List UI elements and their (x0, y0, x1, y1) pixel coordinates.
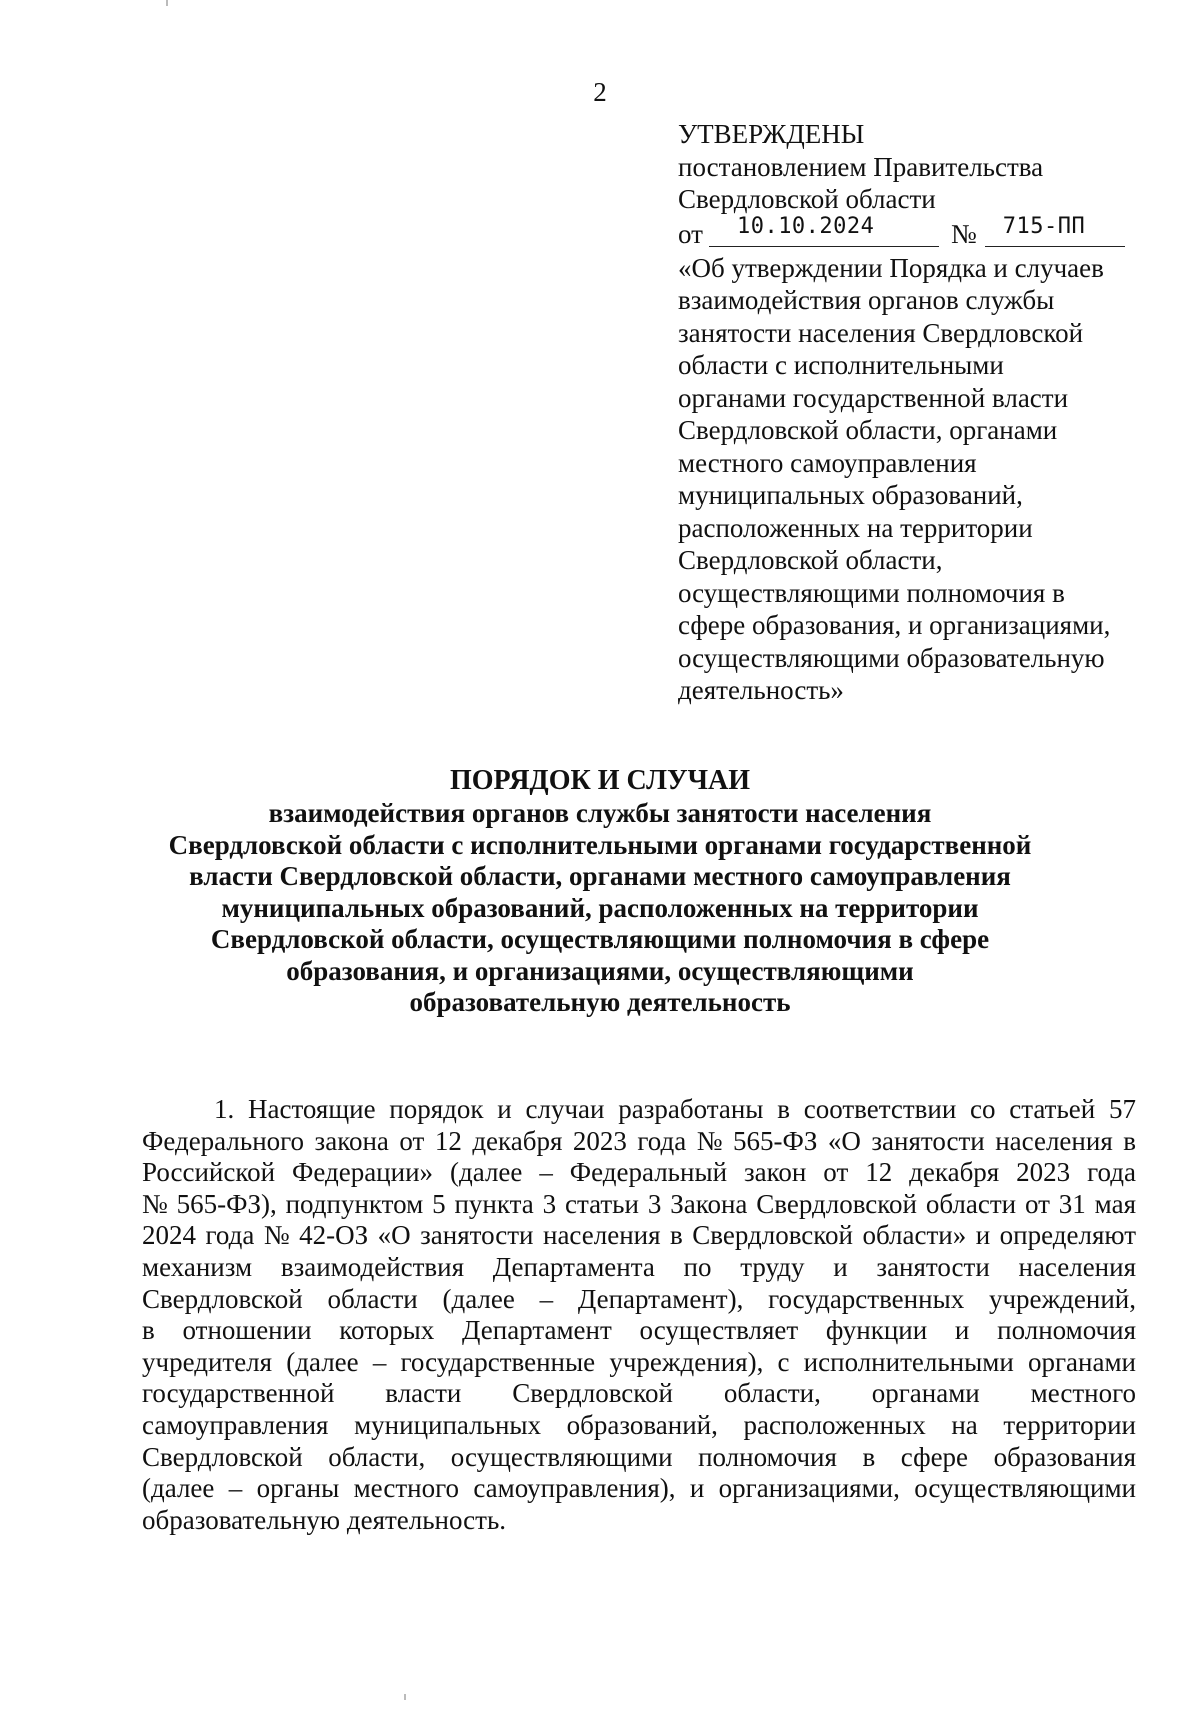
subtitle-line: образовательную деятельность (409, 987, 791, 1017)
paragraph-line: самоуправления муниципальных образований, расположенных на территории (142, 1409, 1136, 1440)
subtitle-line: власти Свердловской области, органами местного самоуправления (189, 861, 1011, 891)
decree-title-line: «Об утверждении Порядка и случаев (678, 252, 1104, 283)
paragraph-line: государственной власти Свердловской области, органами местного (142, 1378, 1136, 1409)
approval-line: постановлением Правительства (678, 151, 1044, 182)
decree-title-line: взаимодействия органов службы (678, 285, 1055, 315)
number-field (985, 216, 1125, 247)
approval-heading: УТВЕРЖДЕНЫ (678, 119, 865, 149)
paragraph-1 (142, 1094, 1136, 1536)
decree-title-line: Свердловской области, органами (678, 415, 1058, 445)
paragraph-line: 1. Настоящие порядок и случаи разработаны в соответствии со статьей 57 (214, 1094, 1136, 1124)
document-subtitle (150, 798, 1050, 1019)
subtitle-line: Свердловской области, осуществляющими полномочия в сфере (210, 924, 990, 954)
approval-line: Свердловской области (678, 184, 936, 214)
paragraph-line: Свердловской области (далее – Департамент), государственных учреждений, (142, 1283, 1136, 1314)
scan-artifact (404, 1694, 406, 1700)
number-value: 715-ПП (1002, 214, 1086, 239)
date-label: от (678, 219, 703, 249)
decree-title-line: осуществляющими образовательную (678, 642, 1105, 673)
paragraph-line: (далее – органы местного самоуправления), и организациями, осуществляющими (142, 1473, 1136, 1504)
decree-title-line: органами государственной власти (678, 382, 1069, 413)
decree-title-line: расположенных на территории (678, 512, 1033, 543)
decree-title-line: местного самоуправления (678, 447, 977, 478)
paragraph-line: в отношении которых Департамент осуществляет функции и полномочия (142, 1315, 1136, 1346)
approval-block (678, 118, 1148, 707)
decree-title-line: занятости населения Свердловской (678, 317, 1084, 348)
number-label: № (950, 219, 977, 249)
subtitle-line: образования, и организациями, осуществляющими (286, 955, 914, 986)
subtitle-line: Свердловской области с исполнительными органами государственной (168, 829, 1032, 860)
paragraph-line: № 565-ФЗ), подпунктом 5 пункта 3 статьи 3 Закона Свердловской области от 31 мая (142, 1188, 1136, 1219)
subtitle-line: муниципальных образований, расположенных на территории (221, 892, 979, 923)
decree-title-line: области с исполнительными (678, 350, 1004, 380)
subtitle-line: взаимодействия органов службы занятости населения (268, 798, 932, 828)
date-field (709, 216, 939, 247)
paragraph-line: Свердловской области, осуществляющими полномочия в сфере образования (142, 1441, 1136, 1472)
decree-title-line: Свердловской области, (678, 545, 943, 575)
scan-artifact (166, 0, 168, 6)
document-title: ПОРЯДОК И СЛУЧАИ (449, 765, 751, 796)
paragraph-line: 2024 года № 42-ОЗ «О занятости населения в Свердловской области» и определяют (142, 1220, 1136, 1251)
decree-title-line: муниципальных образований, (678, 480, 1023, 510)
decree-title-line: деятельность» (678, 675, 844, 705)
paragraph-line: Российской Федерации» (далее – Федеральный закон от 12 декабря 2023 года (142, 1157, 1136, 1188)
paragraph-line: механизм взаимодействия Департамента по труду и занятости населения (142, 1251, 1136, 1282)
paragraph-line: образовательную деятельность. (142, 1504, 507, 1535)
paragraph-line: учредителя (далее – государственные учреждения), с исполнительными органами (142, 1346, 1136, 1377)
decree-title-line: осуществляющими полномочия в (678, 577, 1065, 608)
decree-title (678, 252, 1148, 707)
paragraph-line: Федерального закона от 12 декабря 2023 года № 565-ФЗ «О занятости населения в (142, 1125, 1136, 1156)
document-title-block (150, 764, 1050, 1019)
date-value: 10.10.2024 (736, 214, 875, 239)
decree-title-line: сфере образования, и организациями, (678, 610, 1111, 640)
page-number: 2 (593, 77, 607, 107)
date-number-row (678, 216, 1148, 252)
